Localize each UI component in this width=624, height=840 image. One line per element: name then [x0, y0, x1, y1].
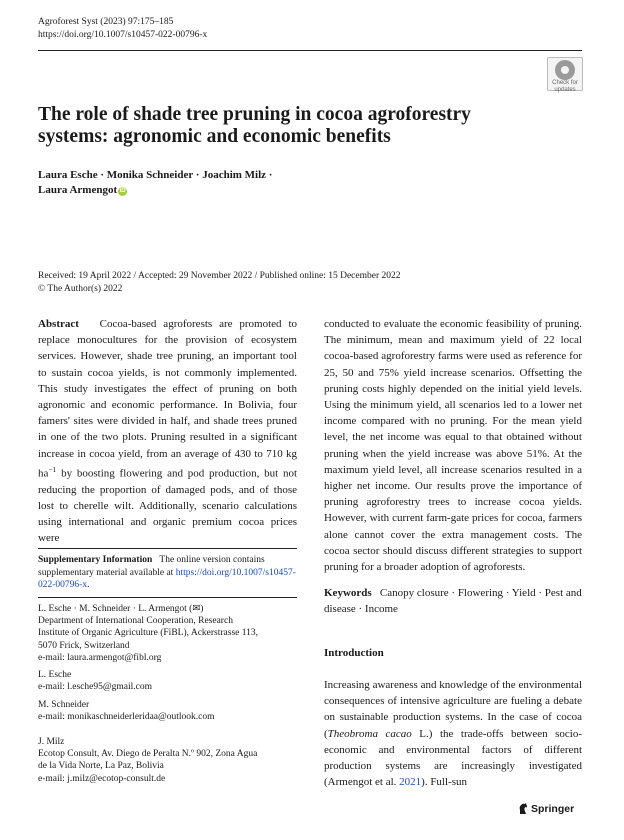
supplementary-link[interactable]: https://doi.org/10.1007/s10457-022-00796-x	[38, 567, 296, 591]
affiliation-block-3	[38, 699, 297, 723]
affiliation-names: L. Esche · M. Schneider · L. Armengot (✉)	[38, 604, 204, 614]
badge-line-2: updates	[554, 86, 576, 93]
springer-horse-icon	[518, 803, 528, 815]
authors-line-1: Laura Esche · Monika Schneider · Joachim Milz ·	[38, 169, 273, 181]
supplementary-label: Supplementary Information	[38, 555, 153, 565]
affiliation-names: J. Milz	[38, 737, 65, 747]
affiliation-names: M. Schneider	[38, 700, 90, 710]
running-header	[38, 16, 207, 42]
affiliation-block-1	[38, 603, 297, 664]
introduction-text	[324, 677, 582, 790]
title-line-1: The role of shade tree pruning in cocoa agroforestry	[38, 104, 471, 125]
abstract-superscript: −1	[48, 464, 57, 474]
dates-line: Received: 19 April 2022 / Accepted: 29 November 2022 / Published online: 15 December 2022	[38, 271, 401, 281]
header-rule	[38, 50, 582, 51]
copyright-line: © The Author(s) 2022	[38, 284, 123, 294]
supplementary-info	[38, 554, 297, 592]
affiliation-rule	[38, 597, 297, 598]
badge-line-1: Check for	[552, 80, 578, 86]
orcid-icon[interactable]: iD	[119, 188, 126, 194]
intro-text-3: ). Full-sun	[421, 776, 467, 789]
affiliation-email[interactable]: e-mail: j.milz@ecotop-consult.de	[38, 773, 166, 784]
affiliation-email[interactable]: e-mail: monikaschneiderleridaa@outlook.com	[38, 712, 215, 723]
supplementary-text: The online version contains supplementary material available at	[38, 555, 265, 578]
abstract-text-2: by boosting flowering and pod production, but not reducing the proportion of damaged pods, and of those lost to cherelle wilt. Additionally, scenario calculations using international and organic premium cocoa prices were	[38, 467, 297, 545]
affiliation-block-2	[38, 669, 297, 693]
supplementary-end: .	[87, 580, 90, 591]
abstract-right-column: conducted to evaluate the economic feasibility of pruning. The minimum, mean and maximum yield of 22 local cocoa-based agroforestry farms were used as reference for 25, 50 and 75% yield increase scenarios. Offsetting the pruning costs highly depended on the initial yield levels. Using the minimum yield, all scenarios led to a lower net income compared with no pruning. For the mean yield level, the net income was equal to that obtained without pruning when the yield increase was above 51%. At the maximum yield level, all increase scenarios resulted in a higher net income. Our results prove the importance of pruning agroforestry trees to increase cocoa yields. However, with current farm-gate prices for cocoa, farmers alone cannot cover the extra management costs. The cocoa sector should discuss different strategies to support pruning for a broader adoption of agroforests.	[324, 318, 582, 574]
intro-text-2: L.) the trade-offs between socio-economic and environmental factors of different production systems are increasingly investigated (Armengot et al.	[324, 727, 583, 789]
publisher-name: Springer	[531, 803, 575, 815]
affiliation-line: Ecotop Consult, Av. Diego de Peralta N.º 902, Zona Agua	[38, 749, 258, 760]
affiliation-block-4	[38, 736, 297, 785]
affiliation-email[interactable]: e-mail: laura.armengot@fibl.org	[38, 652, 162, 663]
affiliation-line: de la Vida Norte, La Paz, Bolivia	[38, 761, 164, 772]
publication-dates	[38, 270, 578, 296]
check-updates-icon	[555, 60, 575, 80]
affiliation-email[interactable]: e-mail: l.esche95@gmail.com	[38, 682, 153, 693]
article-title	[38, 104, 598, 148]
citation-link[interactable]: 2021	[399, 776, 422, 789]
doi-line[interactable]: https://doi.org/10.1007/s10457-022-00796-x	[38, 30, 208, 40]
abstract-label: Abstract	[38, 318, 79, 330]
affiliation-names: L. Esche	[38, 670, 72, 680]
keywords	[324, 585, 582, 617]
author-armengot: Laura Armengot	[38, 184, 118, 196]
introduction-heading: Introduction	[324, 647, 384, 659]
affiliation-line: Institute of Organic Agriculture (FiBL), Ackerstrasse 113,	[38, 628, 259, 639]
journal-citation: Agroforest Syst (2023) 97:175–185	[38, 17, 174, 27]
abstract-text-1: Cocoa-based agroforests are promoted to replace monocultures for the provision of ecosystem services. However, shade tree pruning, an important tool to sustain cocoa yields, is not commonly implemented. This study investigates the effect of pruning on both agronomic and economic performance. In Bolivia, four famers' sites were divided in half, and shade trees pruned in one of the two plots. Pruning resulted in a significant increase in cocoa yield, from an average of 430 to 710 kg ha	[38, 318, 297, 480]
title-line-2: systems: agronomic and economic benefits	[38, 126, 391, 147]
supplementary-rule	[38, 548, 297, 549]
abstract-left-column	[38, 316, 297, 547]
intro-text-1: Increasing awareness and knowledge of the environmental consequences of intensive agriculture are fueling a debate on sustainable production systems. In the case of cocoa (	[324, 679, 582, 740]
publisher-logo	[518, 803, 574, 815]
author-list	[38, 168, 438, 198]
keywords-label: Keywords	[324, 587, 372, 599]
authors-line-2	[38, 183, 438, 198]
keywords-text: Canopy closure · Flowering · Yield · Pest and disease · Income	[324, 587, 582, 616]
check-for-updates-badge[interactable]	[547, 57, 583, 91]
affiliation-line: 5070 Frick, Switzerland	[38, 640, 130, 651]
species-name: Theobroma cacao	[327, 727, 412, 740]
affiliation-line: Department of International Cooperation, Research	[38, 616, 233, 627]
